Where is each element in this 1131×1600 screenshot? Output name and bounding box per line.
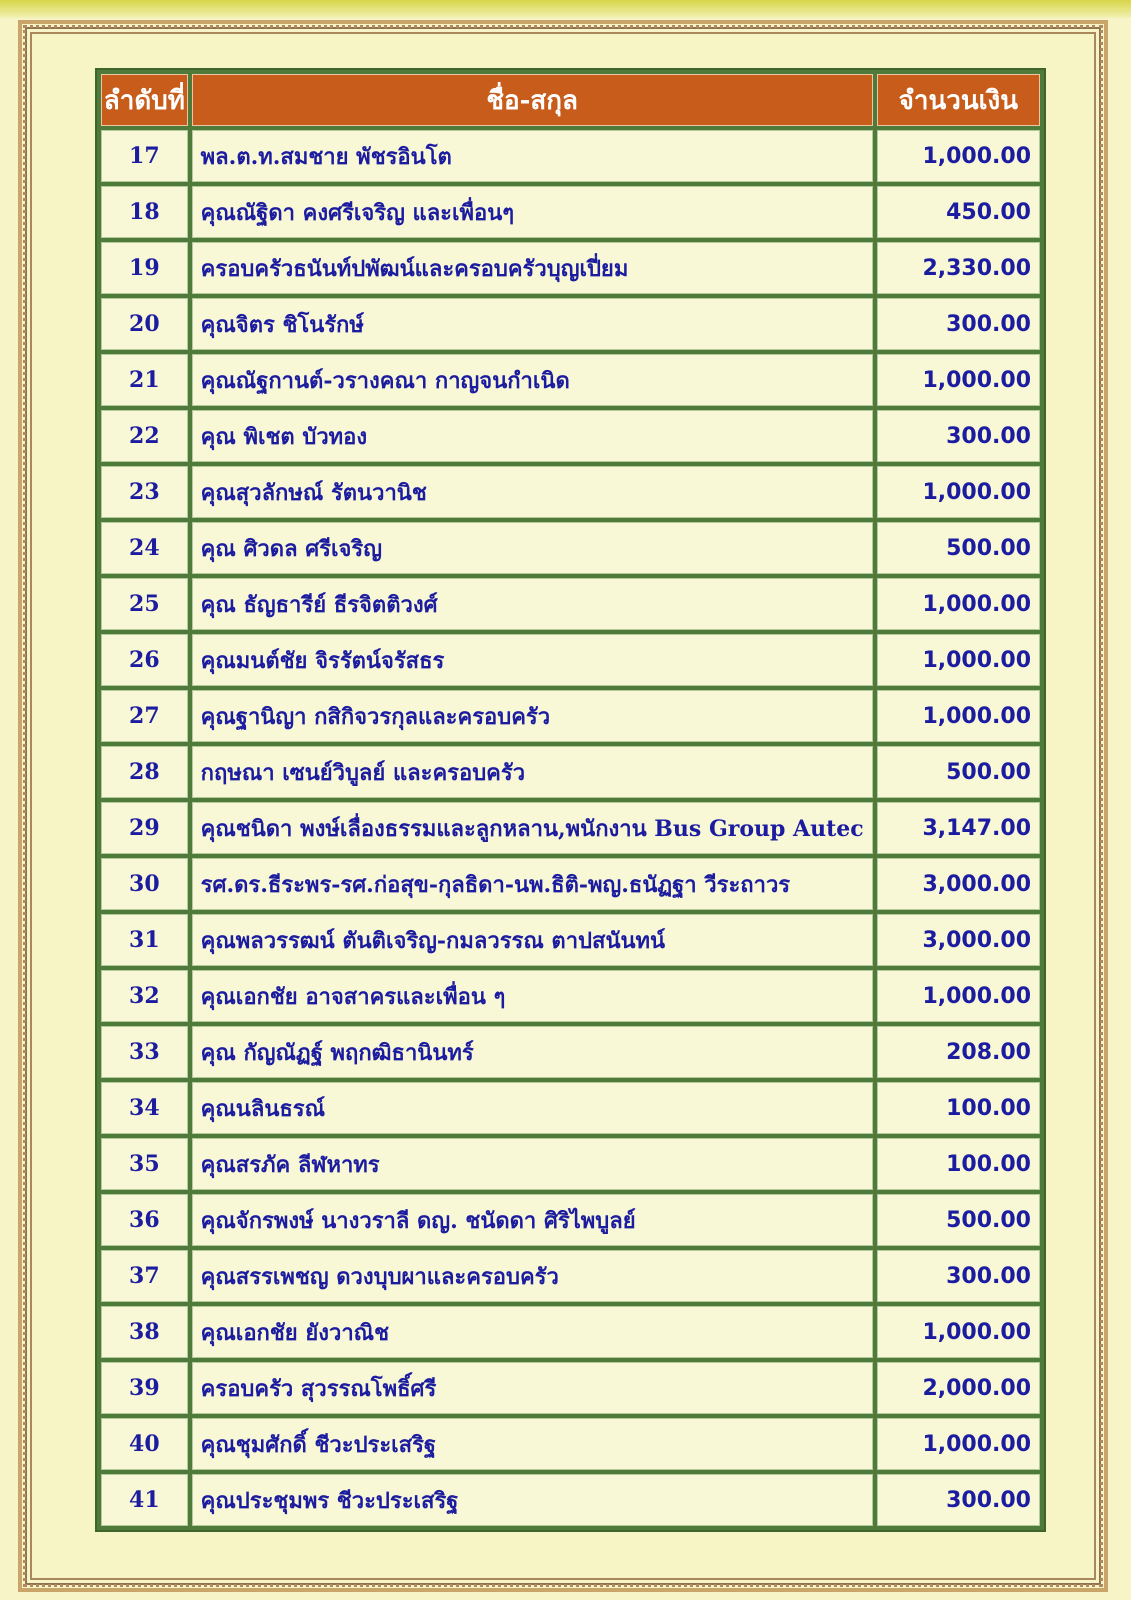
row-name: คุณเอกชัย อาจสาครและเพื่อน ๆ	[192, 970, 873, 1022]
row-name: คุณณัฐิดา คงศรีเจริญ และเพื่อนๆ	[192, 186, 873, 238]
row-amount: 1,000.00	[877, 1418, 1040, 1470]
header-amount: จำนวนเงิน	[877, 74, 1040, 126]
row-number: 24	[101, 522, 188, 574]
header-row	[101, 74, 1040, 126]
row-number: 21	[101, 354, 188, 406]
row-number: 33	[101, 1026, 188, 1078]
table-row	[101, 1194, 1040, 1246]
row-name: คุณ กัญณัฏฐ์ พฤกฒิธานินทร์	[192, 1026, 873, 1078]
row-number: 41	[101, 1474, 188, 1526]
table-row	[101, 1474, 1040, 1526]
row-amount: 500.00	[877, 1194, 1040, 1246]
table-row	[101, 858, 1040, 910]
row-number: 20	[101, 298, 188, 350]
row-number: 23	[101, 466, 188, 518]
table-row	[101, 1082, 1040, 1134]
table-row	[101, 690, 1040, 742]
table-row	[101, 802, 1040, 854]
row-name: คุณฐานิญา กสิกิจวรกุลและครอบครัว	[192, 690, 873, 742]
table-row	[101, 1418, 1040, 1470]
row-amount: 208.00	[877, 1026, 1040, 1078]
table-row	[101, 1362, 1040, 1414]
table-row	[101, 130, 1040, 182]
row-amount: 3,147.00	[877, 802, 1040, 854]
row-number: 18	[101, 186, 188, 238]
row-name: คุณจักรพงษ์ นางวราลี ดญ. ชนัดดา ศิริไพบูลย์	[192, 1194, 873, 1246]
row-number: 36	[101, 1194, 188, 1246]
row-name: ครอบครัว สุวรรณโพธิ์ศรี	[192, 1362, 873, 1414]
row-name: ครอบครัวธนันท์ปพัฒน์และครอบครัวบุญเปี่ยม	[192, 242, 873, 294]
table-row	[101, 914, 1040, 966]
row-name: คุณสรรเพชญ ดวงบุบผาและครอบครัว	[192, 1250, 873, 1302]
table-row	[101, 298, 1040, 350]
row-name: พล.ต.ท.สมชาย พัชรอินโต	[192, 130, 873, 182]
row-amount: 2,000.00	[877, 1362, 1040, 1414]
table-row	[101, 522, 1040, 574]
row-number: 29	[101, 802, 188, 854]
row-name: คุณเอกชัย ยังวาณิช	[192, 1306, 873, 1358]
table-row	[101, 1138, 1040, 1190]
row-amount: 500.00	[877, 746, 1040, 798]
donor-table	[95, 68, 1046, 1532]
table-row	[101, 1250, 1040, 1302]
row-name: คุณมนต์ชัย จิรรัตน์จรัสธร	[192, 634, 873, 686]
row-number: 28	[101, 746, 188, 798]
header-name: ชื่อ-สกุล	[192, 74, 873, 126]
table-row	[101, 634, 1040, 686]
row-number: 35	[101, 1138, 188, 1190]
row-name: คุณสรภัค ลีฬหาทร	[192, 1138, 873, 1190]
row-number: 27	[101, 690, 188, 742]
row-number: 38	[101, 1306, 188, 1358]
row-amount: 1,000.00	[877, 690, 1040, 742]
table-row	[101, 186, 1040, 238]
table-row	[101, 410, 1040, 462]
row-amount: 1,000.00	[877, 1306, 1040, 1358]
row-amount: 300.00	[877, 1474, 1040, 1526]
table-row	[101, 746, 1040, 798]
table-row	[101, 970, 1040, 1022]
row-name: คุณประชุมพร ชีวะประเสริฐ	[192, 1474, 873, 1526]
row-number: 40	[101, 1418, 188, 1470]
table-row	[101, 578, 1040, 630]
row-name: คุณจิตร ชิโนรักษ์	[192, 298, 873, 350]
header-no: ลำดับที่	[101, 74, 188, 126]
row-amount: 2,330.00	[877, 242, 1040, 294]
row-number: 32	[101, 970, 188, 1022]
row-number: 25	[101, 578, 188, 630]
row-amount: 100.00	[877, 1138, 1040, 1190]
table-row	[101, 1306, 1040, 1358]
row-name: คุณพลวรรฒน์ ตันติเจริญ-กมลวรรณ ตาปสนันทน์	[192, 914, 873, 966]
row-name: กฤษณา เซนย์วิบูลย์ และครอบครัว	[192, 746, 873, 798]
table-row	[101, 1026, 1040, 1078]
row-amount: 450.00	[877, 186, 1040, 238]
top-band	[0, 0, 1131, 18]
row-number: 17	[101, 130, 188, 182]
row-amount: 1,000.00	[877, 354, 1040, 406]
table-row	[101, 354, 1040, 406]
row-amount: 100.00	[877, 1082, 1040, 1134]
row-name: คุณชุมศักดิ์ ชีวะประเสริฐ	[192, 1418, 873, 1470]
row-number: 34	[101, 1082, 188, 1134]
row-number: 39	[101, 1362, 188, 1414]
row-name: คุณ พิเชต บัวทอง	[192, 410, 873, 462]
row-amount: 300.00	[877, 1250, 1040, 1302]
row-amount: 1,000.00	[877, 970, 1040, 1022]
row-amount: 1,000.00	[877, 466, 1040, 518]
row-name: คุณชนิดา พงษ์เลื่องธรรมและลูกหลาน,พนักงาน Bus Group Autec	[192, 802, 873, 854]
row-amount: 1,000.00	[877, 578, 1040, 630]
row-amount: 1,000.00	[877, 634, 1040, 686]
row-number: 31	[101, 914, 188, 966]
row-name: คุณ ศิวดล ศรีเจริญ	[192, 522, 873, 574]
row-amount: 300.00	[877, 298, 1040, 350]
row-name: รศ.ดร.ธีระพร-รศ.ก่อสุข-กุลธิดา-นพ.ธิติ-พญ.ธนัฏฐา วีระถาวร	[192, 858, 873, 910]
row-number: 37	[101, 1250, 188, 1302]
row-number: 19	[101, 242, 188, 294]
row-amount: 1,000.00	[877, 130, 1040, 182]
row-amount: 500.00	[877, 522, 1040, 574]
table-row	[101, 242, 1040, 294]
row-number: 26	[101, 634, 188, 686]
row-number: 22	[101, 410, 188, 462]
row-name: คุณณัฐกานต์-วรางคณา กาญจนกำเนิด	[192, 354, 873, 406]
row-amount: 300.00	[877, 410, 1040, 462]
table-row	[101, 466, 1040, 518]
row-name: คุณ ธัญธารีย์ ธีรจิตติวงศ์	[192, 578, 873, 630]
row-number: 30	[101, 858, 188, 910]
row-amount: 3,000.00	[877, 858, 1040, 910]
row-amount: 3,000.00	[877, 914, 1040, 966]
row-name: คุณสุวลักษณ์ รัตนวานิช	[192, 466, 873, 518]
row-name: คุณนลินธรณ์	[192, 1082, 873, 1134]
